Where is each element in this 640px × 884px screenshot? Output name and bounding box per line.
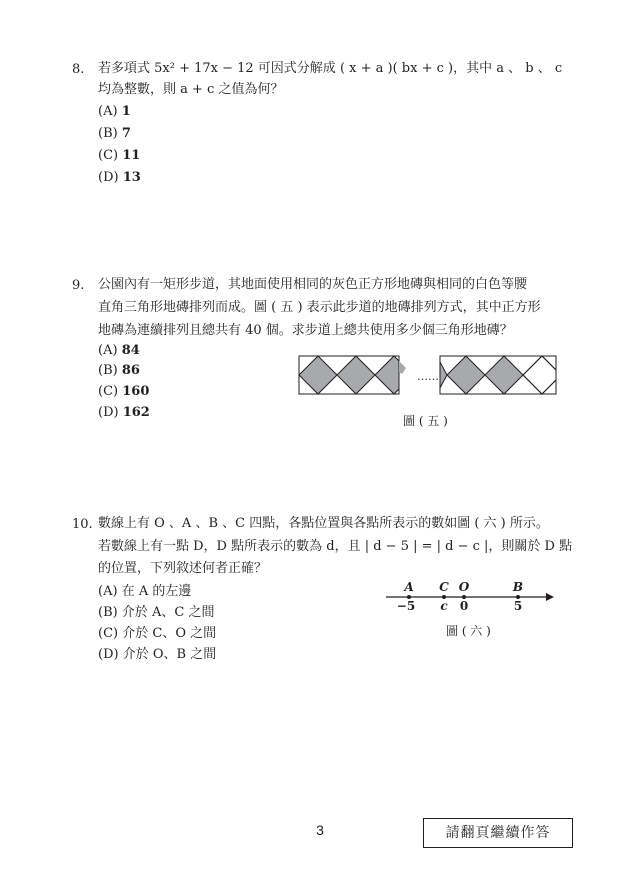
gray-square-tile [299, 356, 337, 394]
question-text-line: 均為整數，則 a + c 之值為何？ [98, 82, 284, 97]
option-value: 160 [122, 384, 150, 399]
tile-walkway-figure [298, 352, 558, 398]
point-value-a: −5 [396, 599, 416, 613]
page-number: 3 [316, 822, 324, 838]
option-label: (D) [98, 170, 119, 185]
option-a[interactable] [98, 343, 140, 358]
question-number: 9. [72, 278, 85, 293]
option-value: 介於 O、B 之間 [122, 647, 217, 662]
question-text-line: 的位置，下列敘述何者正確？ [98, 561, 268, 576]
number-line-figure [384, 578, 556, 614]
point-value-b: 5 [513, 599, 523, 613]
question-text-line: 地磚為連續排列且總共有 40 個。求步道上總共使用多少個三角形地磚？ [98, 323, 513, 338]
option-c[interactable] [98, 384, 149, 399]
option-d[interactable] [98, 643, 216, 662]
option-a[interactable] [98, 104, 131, 119]
gray-square-tile [375, 356, 399, 394]
option-c[interactable] [98, 622, 216, 641]
gray-square-tiles [299, 356, 399, 394]
question-text-line: 數線上有 O 、A 、B 、C 四點，各點位置與各點所表示的數如圖 ( 六 ) 所示。 [98, 516, 549, 531]
gray-square-tile [447, 356, 485, 394]
option-d[interactable] [98, 170, 141, 185]
figure-caption: 圖 ( 六 ) [446, 624, 491, 638]
option-a[interactable] [98, 580, 191, 599]
point-value-o: 0 [459, 599, 469, 613]
option-value: 11 [122, 148, 141, 163]
tile-fragment [440, 362, 447, 388]
option-label: (D) [98, 647, 119, 662]
option-label: (C) [98, 384, 119, 399]
option-c[interactable] [98, 148, 140, 163]
point-value-c: c [440, 599, 448, 613]
gray-square-tile [337, 356, 375, 394]
option-b[interactable] [98, 126, 131, 141]
option-value: 介於 C、O 之間 [122, 626, 217, 641]
option-label: (B) [98, 363, 118, 378]
gray-square-tile [485, 356, 523, 394]
option-d[interactable] [98, 405, 150, 420]
question-text-line: 若數線上有一點 D，D 點所表示的數為 d，且 | d − 5 | = | d − c |，則關於 D 點 [98, 539, 573, 554]
question-text-line: 直角三角形地磚排列而成。圖 ( 五 ) 表示此步道的地磚排列方式，其中正方形 [98, 300, 541, 315]
continuation-dots: …… [417, 370, 439, 383]
option-value: 162 [122, 405, 150, 420]
point-label-b: B [512, 580, 524, 594]
arrow-head-icon [546, 593, 554, 601]
tile-fragment [399, 361, 406, 374]
option-label: (C) [98, 626, 119, 641]
option-label: (A) [98, 343, 118, 358]
point-label-o: O [458, 580, 470, 594]
option-label: (A) [98, 104, 118, 119]
option-value: 1 [121, 104, 131, 119]
gray-square-tile [523, 356, 556, 394]
option-b[interactable] [98, 601, 214, 620]
option-label: (B) [98, 126, 118, 141]
option-value: 13 [122, 170, 141, 185]
question-number: 10. [72, 517, 93, 532]
option-label: (D) [98, 405, 119, 420]
option-label: (A) [98, 584, 118, 599]
option-value: 介於 A、C 之間 [121, 605, 215, 620]
point-label-c: C [439, 580, 449, 594]
turn-page-notice: 請翻頁繼續作答 [423, 818, 573, 848]
question-text-line: 若多項式 5x² + 17x − 12 可因式分解成 ( x + a )( bx + c )，其中 a 、 b 、 c [98, 61, 563, 76]
figure-caption: 圖 ( 五 ) [403, 414, 448, 428]
option-value: 在 A 的左邊 [121, 584, 192, 599]
option-value: 84 [121, 343, 140, 358]
option-value: 7 [121, 126, 131, 141]
question-number: 8. [72, 62, 85, 77]
option-value: 86 [121, 363, 140, 378]
option-label: (C) [98, 148, 119, 163]
option-label: (B) [98, 605, 118, 620]
point-label-a: A [404, 580, 414, 594]
question-text-line: 公園內有一矩形步道，其地面使用相同的灰色正方形地磚與相同的白色等腰 [98, 277, 528, 292]
option-b[interactable] [98, 363, 140, 378]
